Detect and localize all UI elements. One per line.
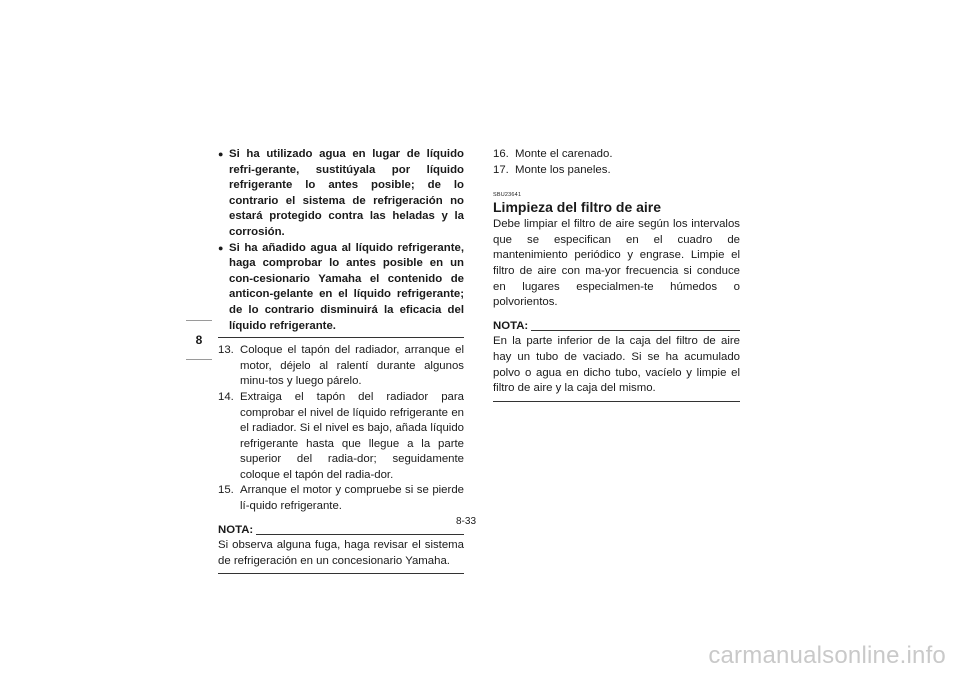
section-code: SBU23641 bbox=[493, 192, 522, 199]
step-number: 15. bbox=[218, 484, 234, 497]
note-text: En la parte inferior de la caja del filtro de aire hay un tubo de vaciado. Si se ha acumulado polvo o agua en dicho tubo, vacíelo y limpie el filtro de aire y la caja del mismo. bbox=[493, 335, 740, 395]
warning-item bbox=[218, 147, 464, 241]
watermark: carmanualsonline.info bbox=[708, 642, 946, 669]
step-item bbox=[493, 163, 740, 179]
section-heading: Limpieza del filtro de aire bbox=[493, 199, 662, 216]
step-number: 16. bbox=[493, 148, 509, 160]
note-label: NOTA: bbox=[493, 319, 529, 332]
note-end-rule bbox=[493, 401, 740, 402]
step-text: Coloque el tapón del radiador, arranque el motor, déjelo al ralentí durante algunos minu-tos y luego párelo. bbox=[240, 344, 464, 388]
step-text: Monte el carenado. bbox=[515, 148, 613, 160]
step-list bbox=[218, 343, 464, 515]
step-item bbox=[218, 483, 464, 514]
warning-divider bbox=[218, 337, 464, 338]
note-end-rule bbox=[218, 573, 464, 574]
note-header bbox=[218, 523, 464, 539]
note-rule bbox=[531, 330, 740, 331]
step-list bbox=[493, 147, 740, 178]
step-item bbox=[218, 390, 464, 484]
step-text: Monte los paneles. bbox=[515, 163, 611, 176]
right-column bbox=[493, 147, 740, 402]
note-text: Si observa alguna fuga, haga revisar el sistema de refrigeración en un concesionario Yamaha. bbox=[218, 539, 464, 567]
step-number: 17. bbox=[493, 163, 509, 176]
bullet-icon: ● bbox=[218, 242, 224, 253]
step-item bbox=[493, 147, 740, 163]
chapter-tab bbox=[186, 320, 212, 360]
note-label: NOTA: bbox=[218, 523, 254, 536]
warning-text: Si ha añadido agua al líquido refrigerante, haga comprobar lo antes posible en un con-cesionario Yamaha el contenido de anticon-gelante en el líquido refrigerante; de lo contrario disminuirá la eficacia del líquido refrigerante. bbox=[229, 241, 464, 332]
step-number: 13. bbox=[218, 344, 234, 357]
section-paragraph: Debe limpiar el filtro de aire según los intervalos que se especifican en el cuadro de mantenimiento periódico y engrase. Limpie el filtro de aire con ma-yor frecuencia si conduce en lugares especialmen-te húmedos o polvorientos. bbox=[493, 218, 740, 309]
warning-item bbox=[218, 241, 464, 335]
chapter-number: 8 bbox=[195, 333, 203, 347]
note-header bbox=[493, 319, 740, 335]
step-text: Arranque el motor y compruebe si se pierde lí-quido refrigerante. bbox=[240, 484, 464, 513]
step-number: 14. bbox=[218, 390, 234, 403]
step-item bbox=[218, 343, 464, 390]
left-column bbox=[218, 147, 464, 574]
warning-text: Si ha utilizado agua en lugar de líquido refri-gerante, sustitúyala por líquido refrigerante lo antes posible; de lo contrario el sistema de refrigeración no estará protegido contra las heladas y la corrosión. bbox=[229, 148, 464, 238]
warning-list bbox=[218, 147, 464, 334]
step-text: Extraiga el tapón del radiador para comprobar el nivel de líquido refrigerante en el radiador. Si el nivel es bajo, añada líquido refrigerante hasta que llegue a la parte superior del radia-dor; seguidamente coloque el tapón del radia-dor. bbox=[240, 390, 464, 481]
note-box bbox=[493, 319, 740, 402]
page-number: 8-33 bbox=[456, 516, 477, 527]
note-rule bbox=[256, 534, 464, 535]
bullet-icon: ● bbox=[218, 149, 224, 159]
note-box bbox=[218, 523, 464, 575]
